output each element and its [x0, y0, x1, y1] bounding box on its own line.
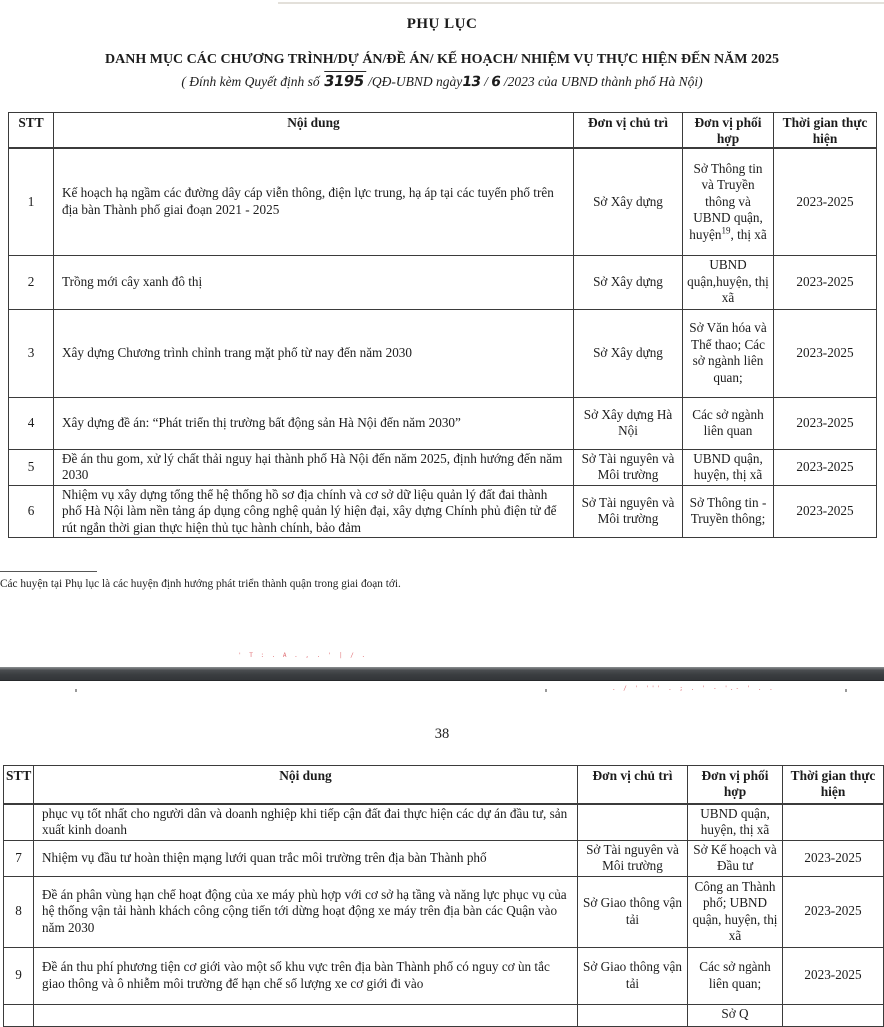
table-row: [9, 148, 877, 255]
cell-lead: Sở Xây dựng: [574, 255, 683, 309]
subtitle-text: ( Đính kèm Quyết định số: [181, 74, 324, 89]
cell-time: 2023-2025: [774, 309, 877, 397]
col-header-time: Thời gian thực hiện: [774, 113, 877, 149]
cell-stt: 5: [9, 449, 54, 485]
col-header-time: Thời gian thực hiện: [783, 766, 884, 804]
table-header-row: [4, 766, 884, 804]
cell-content: Nhiệm vụ đầu tư hoàn thiện mạng lưới quan trắc môi trường trên địa bàn Thành phố: [34, 840, 578, 876]
table-row: [9, 485, 877, 538]
cell-coordinate: UBND quận, huyện, thị xã: [683, 449, 774, 485]
page-number: 38: [434, 726, 450, 742]
handwritten-month: 6: [490, 74, 502, 90]
cell-lead: Sở Giao thông vận tải: [578, 876, 688, 947]
col-header-lead: Đơn vị chủ trì: [578, 766, 688, 804]
cell-stt: 2: [9, 255, 54, 309]
cell-stt: 3: [9, 309, 54, 397]
scan-speck: [75, 689, 77, 692]
handwritten-day: 13: [461, 74, 482, 90]
cell-coordinate: Sở Thông tin và Truyền thông và UBND quận, huyện$^{19}$, thị xã: [683, 148, 774, 255]
cell-coordinate: Sở Q: [688, 1004, 783, 1026]
red-ink-artifact-bottom: . / ' ''' . ; . ' - '.- ' . .: [612, 685, 775, 692]
cell-lead: Sở Tài nguyên và Môi trường: [578, 840, 688, 876]
table-row: [4, 947, 884, 1004]
cell-stt: [4, 1004, 34, 1026]
cell-time: 2023-2025: [783, 876, 884, 947]
cell-time: 2023-2025: [774, 255, 877, 309]
footnote-text: Các huyện tại Phụ lục là các huyện định hướng phát triển thành quận trong giai đoạn tới.: [0, 578, 401, 590]
program-table-page-top: [8, 112, 877, 538]
document-page-bottom: [0, 681, 884, 1021]
cell-stt: 9: [4, 947, 34, 1004]
footnote-marker: 19: [721, 225, 731, 236]
table-row: [9, 397, 877, 449]
cell-content: Nhiệm vụ xây dựng tổng thể hệ thống hồ sơ địa chính và cơ sở dữ liệu quản lý đất đai thành phố Hà Nội làm nền tảng áp dụng công nghệ quản lý hiện đại, xây dựng Chính phủ điện tử để rút ngắn thời gian thực hiện thủ tục hành chính, bảo đảm: [54, 485, 574, 538]
cell-stt: [4, 804, 34, 841]
col-header-stt: STT: [4, 766, 34, 804]
cell-content: Đề án thu gom, xử lý chất thải nguy hại thành phố Hà Nội đến năm 2025, định hướng đến năm 2030: [54, 449, 574, 485]
table-row: [9, 449, 877, 485]
cell-content: Xây dựng đề án: “Phát triển thị trường bất động sản Hà Nội đến năm 2030”: [54, 397, 574, 449]
col-header-content: Nội dung: [54, 113, 574, 149]
cell-lead: [578, 1004, 688, 1026]
scan-artifact-line: [278, 2, 884, 4]
cell-coordinate: Các sở ngành liên quan: [683, 397, 774, 449]
cell-content: Đề án phân vùng hạn chế hoạt động của xe máy phù hợp với cơ sở hạ tầng và năng lực phục vụ của hệ thống vận tải hành khách công cộng tiến tới dừng hoạt động xe máy trên địa bàn các Quận vào năm 2030: [34, 876, 578, 947]
table-row: [4, 840, 884, 876]
cell-time: [783, 1004, 884, 1026]
cell-coordinate: Công an Thành phố; UBND quận, huyện, thị xã: [688, 876, 783, 947]
cell-stt: 4: [9, 397, 54, 449]
col-header-coordinate: Đơn vị phối hợp: [688, 766, 783, 804]
cell-time: [783, 804, 884, 841]
cell-coordinate: Sở Kế hoạch và Đầu tư: [688, 840, 783, 876]
table-header-row: [9, 113, 877, 149]
cell-lead: Sở Xây dựng: [574, 309, 683, 397]
cell-time: 2023-2025: [774, 397, 877, 449]
cell-lead: Sở Tài nguyên và Môi trường: [574, 485, 683, 538]
col-header-stt: STT: [9, 113, 54, 149]
program-table-page-bottom: [3, 765, 884, 1027]
scan-speck: [545, 689, 547, 692]
cell-coordinate: UBND quận,huyện, thị xã: [683, 255, 774, 309]
col-header-content: Nội dung: [34, 766, 578, 804]
cell-time: 2023-2025: [783, 947, 884, 1004]
col-header-coordinate: Đơn vị phối hợp: [683, 113, 774, 149]
appendix-title: PHỤ LỤC: [406, 16, 478, 32]
cell-stt: 8: [4, 876, 34, 947]
document-subtitle: ( Đính kèm Quyết định số 3195 /QĐ-UBND ngày13 / 6 /2023 của UBND thành phố Hà Nội): [181, 72, 703, 90]
cell-time: 2023-2025: [774, 485, 877, 538]
scan-speck: [845, 689, 847, 692]
cell-lead: [578, 804, 688, 841]
cell-coordinate: Các sở ngành liên quan;: [688, 947, 783, 1004]
table-row-partial: [4, 1004, 884, 1026]
cell-lead: Sở Tài nguyên và Môi trường: [574, 449, 683, 485]
table-row: [9, 255, 877, 309]
cell-content: Xây dựng Chương trình chỉnh trang mặt phố từ nay đến năm 2030: [54, 309, 574, 397]
handwritten-decision-number: 3195: [322, 72, 365, 90]
table-row-continuation: [4, 804, 884, 841]
cell-stt: 7: [4, 840, 34, 876]
cell-time: 2023-2025: [783, 840, 884, 876]
cell-lead: Sở Xây dựng Hà Nội: [574, 397, 683, 449]
document-heading: DANH MỤC CÁC CHƯƠNG TRÌNH/DỰ ÁN/ĐỀ ÁN/ KẾ HOẠCH/ NHIỆM VỤ THỰC HIỆN ĐẾN NĂM 2025: [105, 52, 779, 67]
cell-content: Đề án thu phí phương tiện cơ giới vào một số khu vực trên địa bàn Thành phố có nguy cơ ùn tắc giao thông và ô nhiễm môi trường để hạn chế số lượng xe cơ giới đi vào: [34, 947, 578, 1004]
table-row: [9, 309, 877, 397]
cell-content: [34, 1004, 578, 1026]
col-header-lead: Đơn vị chủ trì: [574, 113, 683, 149]
cell-stt: 6: [9, 485, 54, 538]
cell-coordinate: Sở Văn hóa và Thể thao; Các sở ngành liên quan;: [683, 309, 774, 397]
cell-stt: 1: [9, 148, 54, 255]
red-ink-artifact-top: ' T : . A . , . ' | / .: [238, 652, 368, 659]
cell-lead: Sở Xây dựng: [574, 148, 683, 255]
cell-time: 2023-2025: [774, 148, 877, 255]
cell-time: 2023-2025: [774, 449, 877, 485]
cell-coordinate: Sở Thông tin - Truyền thông;: [683, 485, 774, 538]
cell-content: Trồng mới cây xanh đô thị: [54, 255, 574, 309]
cell-lead: Sở Giao thông vận tải: [578, 947, 688, 1004]
page-break-bar: [0, 667, 884, 681]
cell-coordinate: UBND quận, huyện, thị xã: [688, 804, 783, 841]
cell-content: Kế hoạch hạ ngầm các đường dây cáp viễn thông, điện lực trung, hạ áp tại các tuyến phố trên địa bàn Thành phố giai đoạn 2021 - 2025: [54, 148, 574, 255]
footnote-separator: [0, 571, 97, 572]
table-row: [4, 876, 884, 947]
cell-content: phục vụ tốt nhất cho người dân và doanh nghiệp khi tiếp cận đất đai thực hiện các dự án đầu tư, sản xuất kinh doanh: [34, 804, 578, 841]
